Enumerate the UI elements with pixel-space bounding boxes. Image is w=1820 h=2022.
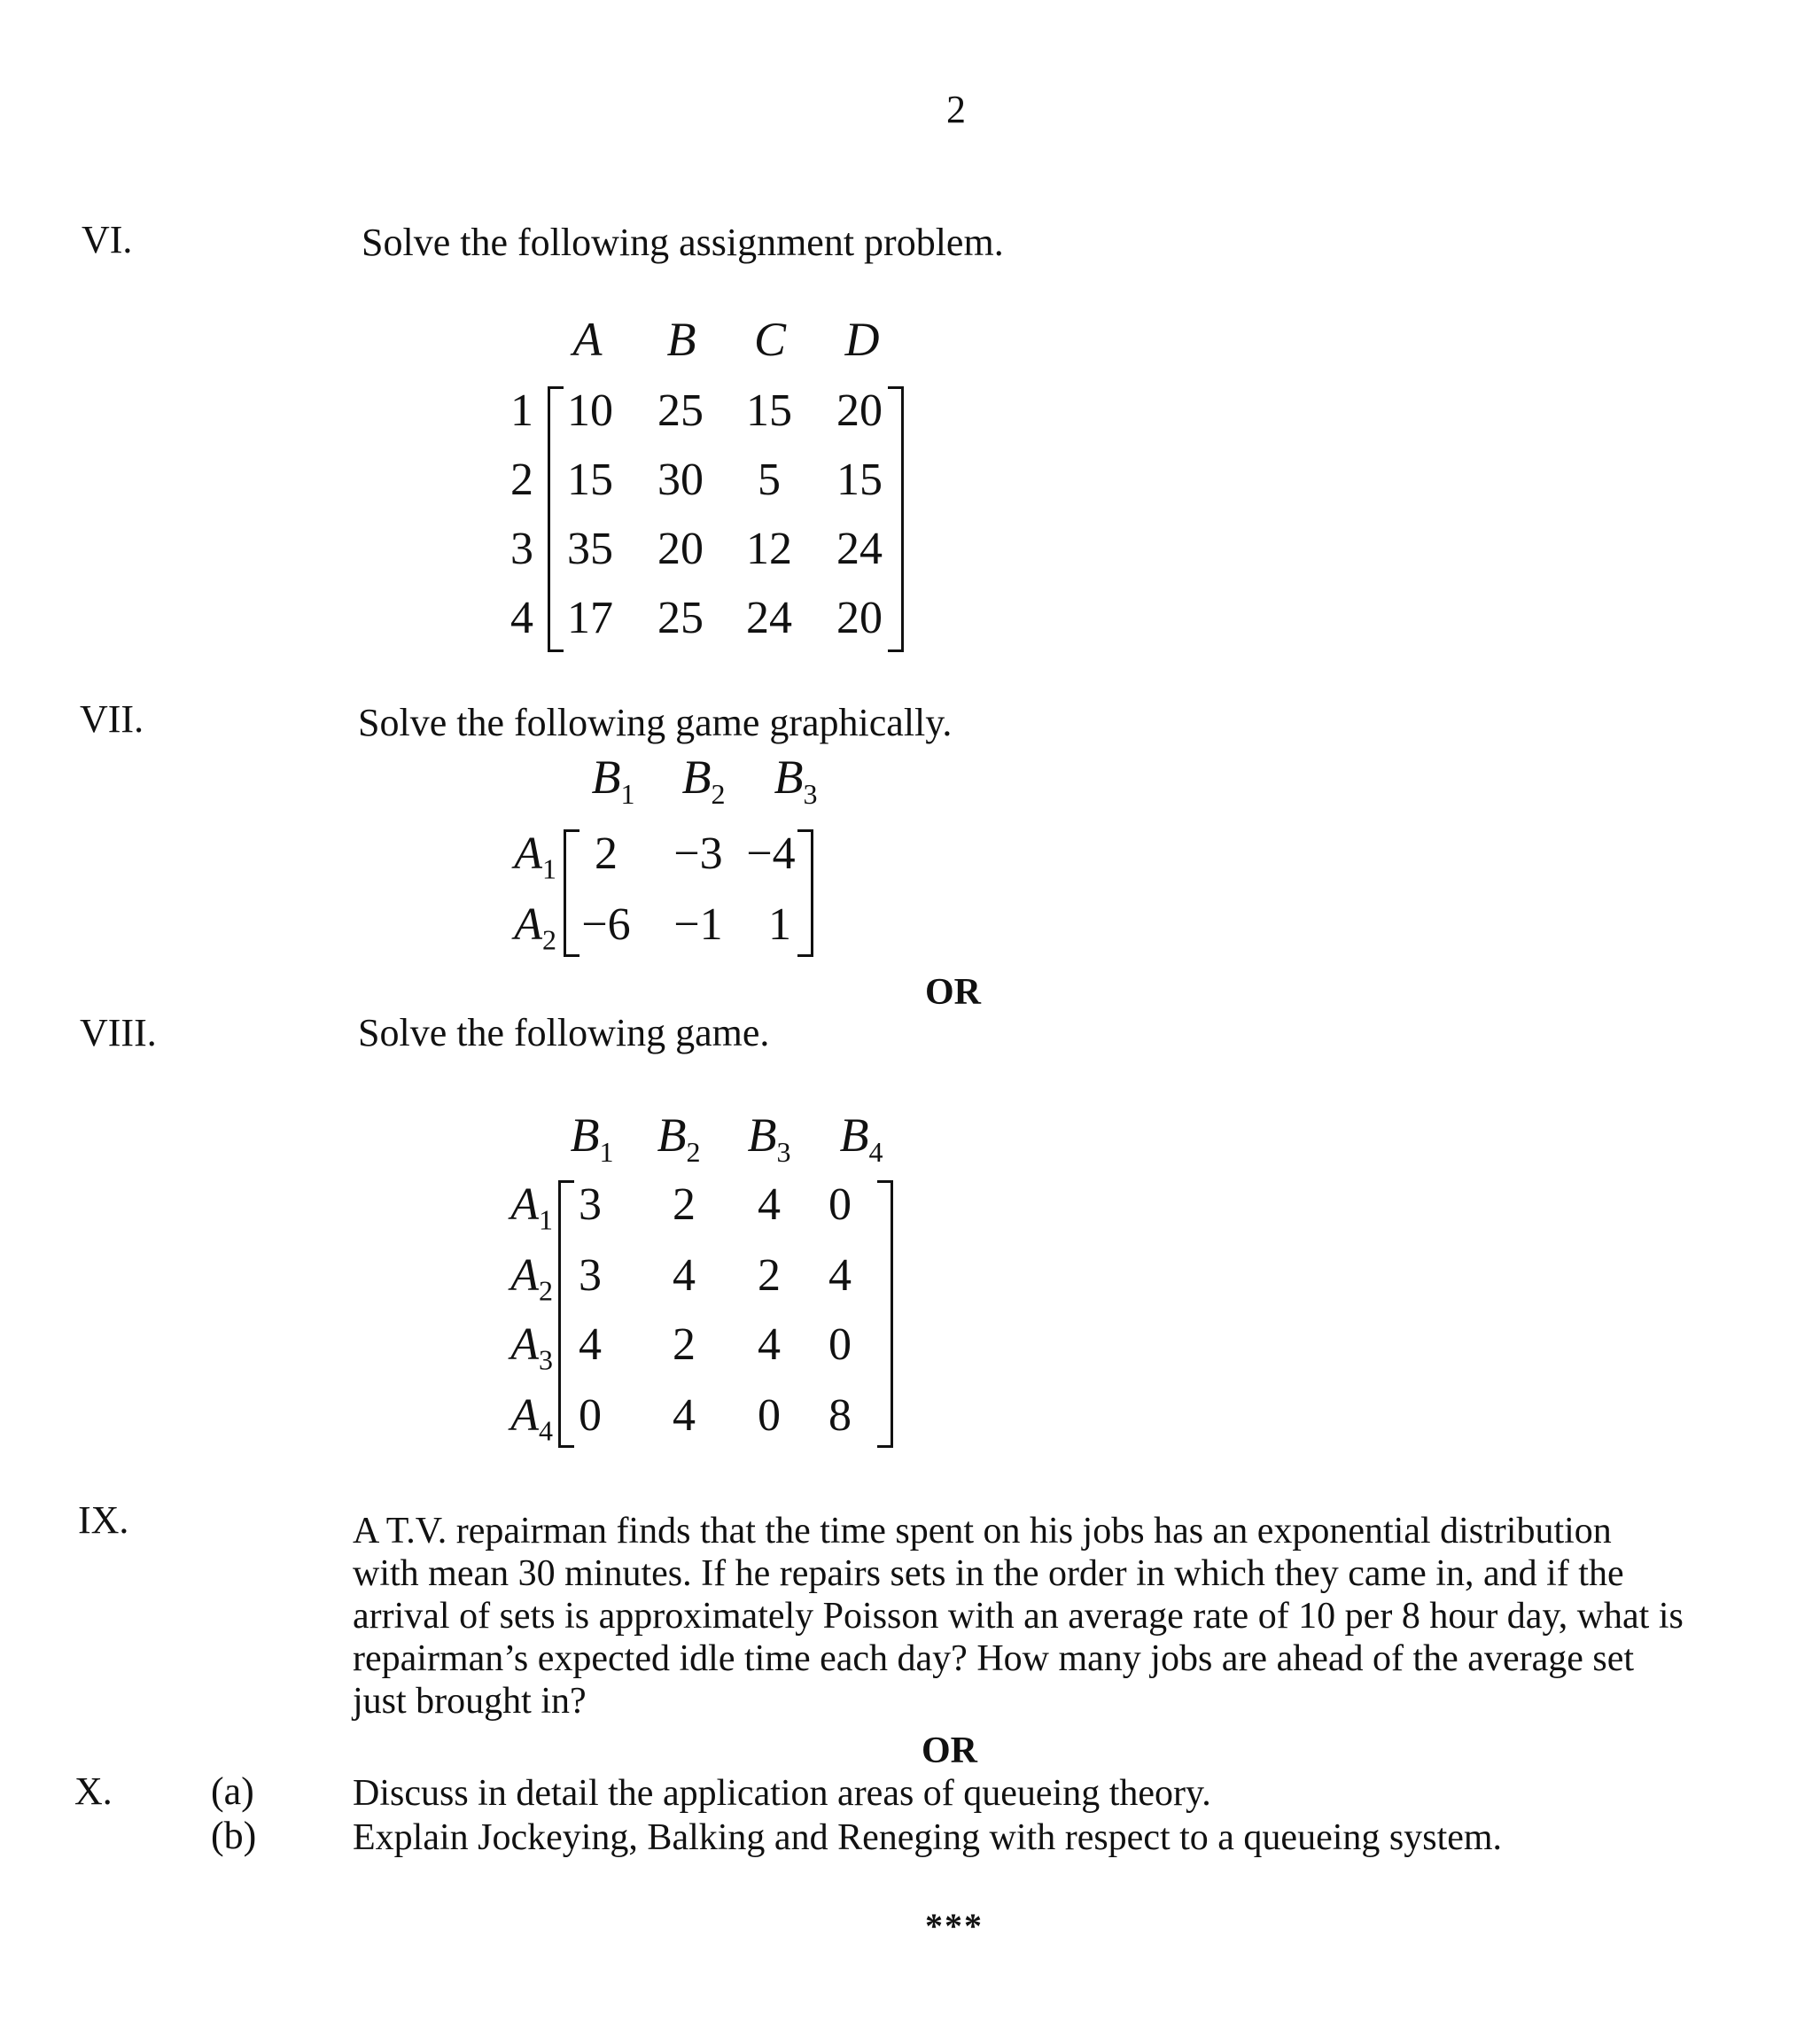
matrix-right-bracket <box>877 1180 893 1448</box>
row-label: 1 <box>510 385 533 436</box>
matrix-cell: 0 <box>579 1390 602 1441</box>
matrix-cell: 5 <box>758 455 781 505</box>
matrix-cell: 15 <box>567 455 613 505</box>
row-label: $A_3$ <box>510 1319 553 1376</box>
question-number-vi: VI. <box>82 218 133 261</box>
question-number-vii: VII. <box>80 697 144 741</box>
row-label: $A_2$ <box>514 899 556 956</box>
column-header: $B_2$ <box>657 1108 701 1168</box>
matrix-cell: 2 <box>595 828 618 879</box>
paragraph-line: with mean 30 minutes. If he repairs sets in the order in which they came in, and if the <box>353 1553 1624 1594</box>
row-label: $A_1$ <box>514 828 556 885</box>
matrix-cell: 0 <box>828 1319 852 1370</box>
matrix-cell: 0 <box>828 1179 852 1230</box>
part-label-b: (b) <box>211 1814 257 1857</box>
column-header: $B_1$ <box>591 750 635 810</box>
matrix-cell: 3 <box>579 1179 602 1230</box>
matrix-cell: 4 <box>579 1319 602 1370</box>
row-label: 3 <box>510 524 533 574</box>
question-number-ix: IX. <box>78 1498 129 1542</box>
question-text-viii: Solve the following game. <box>358 1011 770 1054</box>
question-number-x: X. <box>74 1769 113 1813</box>
or-separator: OR <box>925 972 981 1013</box>
matrix-cell: 20 <box>836 593 883 643</box>
row-label: 4 <box>510 593 533 643</box>
matrix-cell: 3 <box>579 1250 602 1301</box>
matrix-cell: 10 <box>567 385 613 436</box>
column-header: B <box>666 313 696 366</box>
question-text-vi: Solve the following assignment problem. <box>362 221 1004 264</box>
question-text-vii: Solve the following game graphically. <box>358 701 953 744</box>
matrix-cell: 20 <box>657 524 704 574</box>
matrix-cell: 2 <box>673 1179 696 1230</box>
matrix-cell: 30 <box>657 455 704 505</box>
or-separator: OR <box>922 1730 977 1771</box>
matrix-cell: 0 <box>758 1390 781 1441</box>
end-marker: *** <box>925 1906 984 1946</box>
matrix-cell: 4 <box>758 1319 781 1370</box>
matrix-cell: 24 <box>746 593 792 643</box>
paragraph-line: arrival of sets is approximately Poisson with an average rate of 10 per 8 hour day, what is <box>353 1596 1684 1637</box>
column-header: A <box>572 313 603 366</box>
matrix-cell: 15 <box>836 455 883 505</box>
matrix-cell: 20 <box>836 385 883 436</box>
row-label: $A_1$ <box>510 1179 553 1236</box>
matrix-cell: −1 <box>673 899 723 950</box>
matrix-cell: 15 <box>746 385 792 436</box>
matrix-cell: 2 <box>673 1319 696 1370</box>
row-label: $A_4$ <box>510 1390 553 1447</box>
column-header: $B_4$ <box>839 1108 883 1168</box>
matrix-cell: 24 <box>836 524 883 574</box>
matrix-cell: 1 <box>768 899 791 950</box>
paragraph-line: A T.V. repairman finds that the time spent on his jobs has an exponential distribution <box>353 1511 1612 1551</box>
matrix-cell: 25 <box>657 385 704 436</box>
matrix-cell: 4 <box>673 1250 696 1301</box>
matrix-cell: −3 <box>673 828 723 879</box>
page-number: 2 <box>946 88 966 131</box>
matrix-cell: 25 <box>657 593 704 643</box>
paragraph-line: just brought in? <box>353 1681 587 1722</box>
column-header: $B_3$ <box>747 1108 791 1168</box>
row-label: 2 <box>510 455 533 505</box>
column-header: $B_1$ <box>570 1108 614 1168</box>
matrix-cell: −6 <box>581 899 631 950</box>
matrix-cell: −4 <box>746 828 796 879</box>
column-header: D <box>844 313 880 366</box>
column-header: C <box>753 313 787 366</box>
paragraph-line: repairman’s expected idle time each day? How many jobs are ahead of the average set <box>353 1638 1635 1679</box>
matrix-cell: 4 <box>673 1390 696 1441</box>
question-number-viii: VIII. <box>80 1011 157 1054</box>
row-label: $A_2$ <box>510 1250 553 1307</box>
matrix-cell: 12 <box>746 524 792 574</box>
matrix-cell: 17 <box>567 593 613 643</box>
question-text-ix <box>353 1510 1684 1723</box>
matrix-cell: 2 <box>758 1250 781 1301</box>
column-header: $B_3$ <box>774 750 818 810</box>
part-label-a: (a) <box>211 1769 254 1813</box>
part-text-b: Explain Jockeying, Balking and Reneging with respect to a queueing system. <box>353 1817 1503 1858</box>
part-text-a: Discuss in detail the application areas of queueing theory. <box>353 1773 1211 1814</box>
column-header: $B_2$ <box>681 750 726 810</box>
matrix-cell: 35 <box>567 524 613 574</box>
matrix-cell: 8 <box>828 1390 852 1441</box>
matrix-cell: 4 <box>828 1250 852 1301</box>
matrix-cell: 4 <box>758 1179 781 1230</box>
